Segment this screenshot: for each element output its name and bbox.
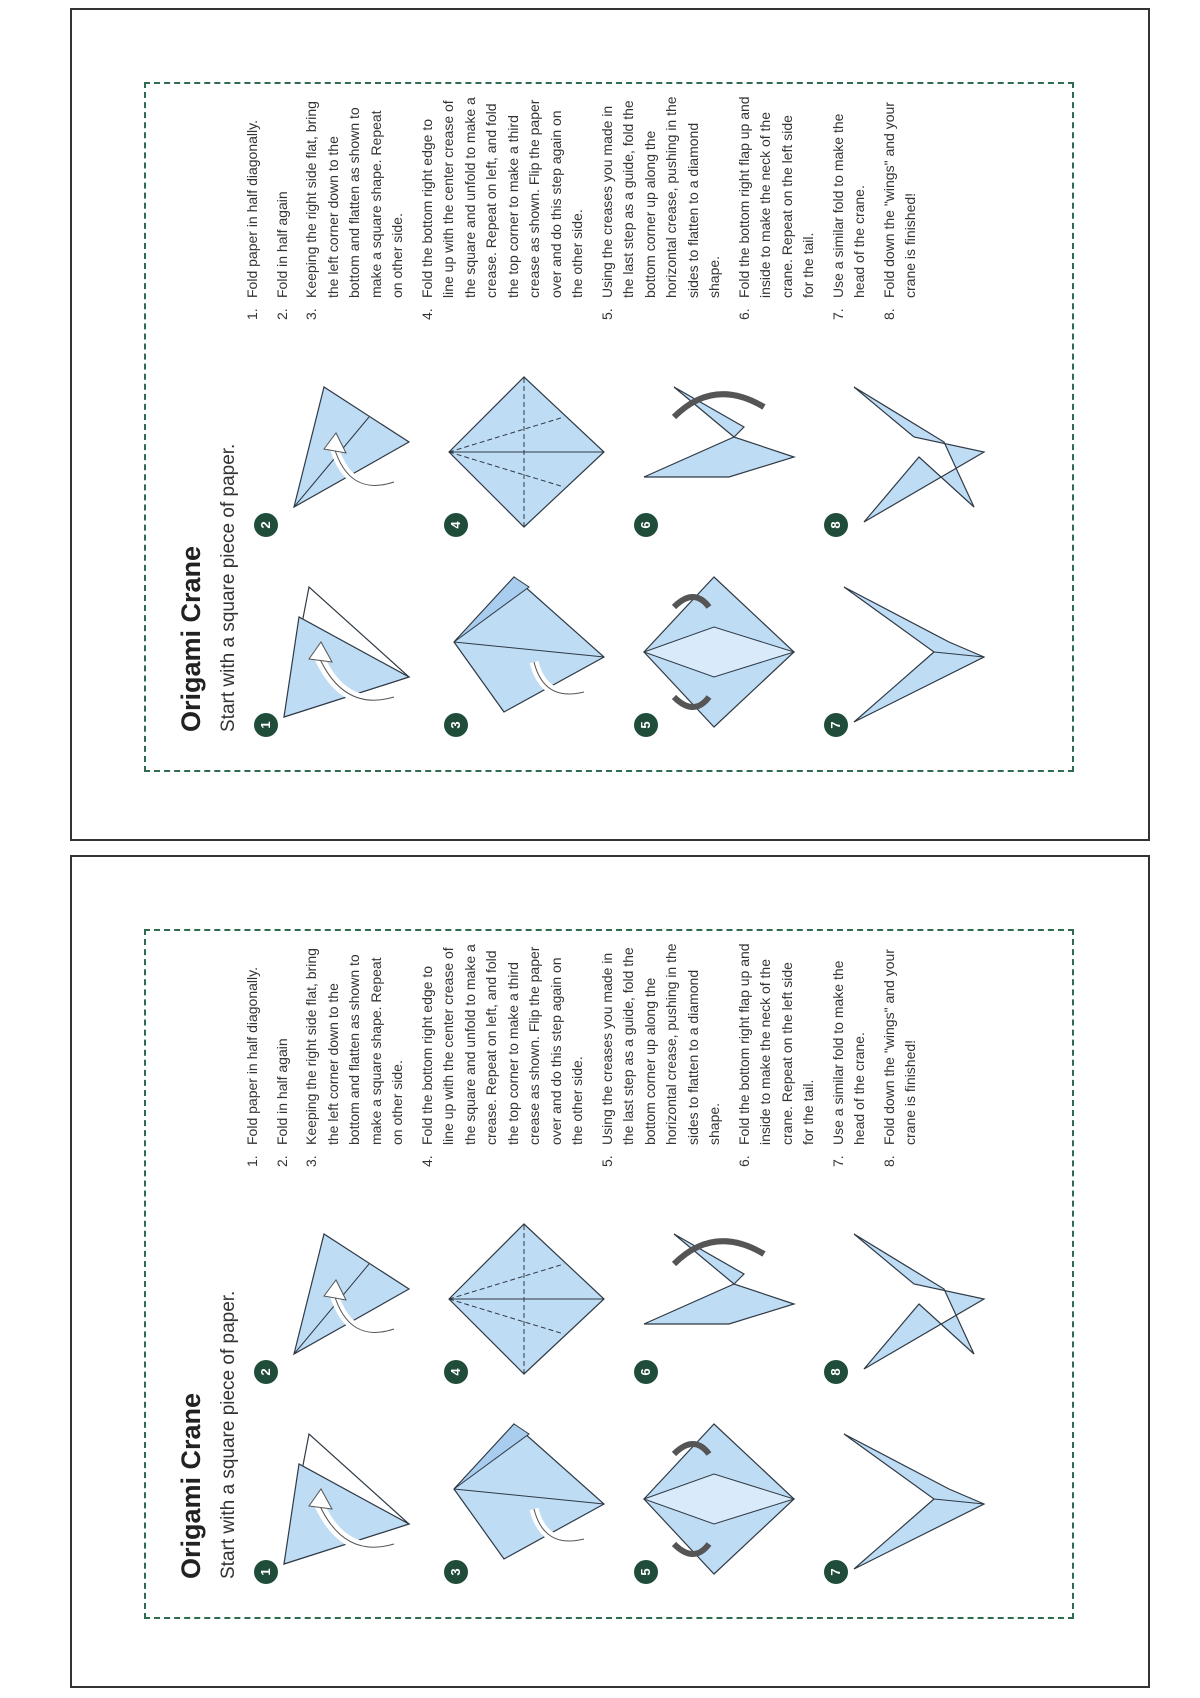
step-badge: 1 [254,1560,278,1584]
step-badge: 5 [634,713,658,737]
sheet-subtitle: Start with a square piece of paper. [218,443,239,732]
instructions-list [242,942,930,1167]
instruction-item: 7. Use a similar fold to make the head of the crane. [829,960,867,1167]
step-2-illustration [254,367,424,537]
step-3-illustration [444,1414,614,1584]
instruction-item: 4. Fold the bottom right edge to line up with the center crease of the square and unfold to make a crease. Repeat on left, and fold the top corner to make a third crease as shown. Flip the paper over and do this step again on the other side. [418,97,585,320]
sheet-content [144,929,1074,1619]
step-6-diagram [634,367,804,537]
step-8-diagram [824,1214,994,1384]
step-badge: 5 [634,1560,658,1584]
step-2-diagram [254,367,424,537]
step-4-illustration [444,1214,614,1384]
step-badge: 4 [444,1360,468,1384]
step-2-illustration [254,1214,424,1384]
step-badge: 3 [444,1560,468,1584]
sheet-subtitle: Start with a square piece of paper. [218,1290,239,1579]
step-8-illustration [824,367,994,537]
step-badge: 3 [444,713,468,737]
step-5-illustration [634,567,804,737]
step-4-diagram [444,367,614,537]
step-7-diagram [824,567,994,737]
step-6-illustration [634,367,804,537]
instruction-item: 1. Fold paper in half diagonally. [244,967,260,1167]
step-4-illustration [444,367,614,537]
step-badge: 1 [254,713,278,737]
step-badge: 2 [254,513,278,537]
instruction-item: 5. Using the creases you made in the last step as a guide, fold the bottom corner up along the horizontal crease, pushing in the sides to flatten to a diamond shape. [598,943,722,1167]
instruction-item: 4. Fold the bottom right edge to line up with the center crease of the square and unfold to make a crease. Repeat on left, and fold the top corner to make a third crease as shown. Flip the paper over and do this step again on the other side. [418,944,585,1167]
instruction-item: 2. Fold in half again [273,191,290,320]
instruction-item: 6. Fold the bottom right flap up and inside to make the neck of the crane. Repeat on the left side for the tail. [735,943,816,1167]
step-7-illustration [824,1414,994,1584]
step-3-diagram [444,567,614,737]
step-badge: 8 [824,513,848,537]
instruction-item: 2. Fold in half again [273,1038,290,1167]
step-6-illustration [634,1214,804,1384]
step-badge: 7 [824,1560,848,1584]
step-1-diagram [254,1414,424,1584]
instructions-list [242,95,930,320]
step-6-diagram [634,1214,804,1384]
step-5-diagram [634,1414,804,1584]
instruction-item: 8. Fold down the "wings" and your crane is finished! [880,102,918,320]
sheet-bottom [70,855,1150,1688]
step-5-diagram [634,567,804,737]
step-1-illustration [254,1414,424,1584]
sheet-title: Origami Crane [176,545,206,732]
sheet-title: Origami Crane [176,1392,206,1579]
step-5-illustration [634,1414,804,1584]
instruction-item: 3. Keeping the right side flat, bring the left corner down to the bottom and flatten as shown to make a square shape. Repeat on other side. [303,948,405,1167]
instruction-item: 3. Keeping the right side flat, bring the left corner down to the bottom and flatten as shown to make a square shape. Repeat on other side. [303,101,405,320]
sheet-top [70,8,1150,841]
instruction-item: 8. Fold down the "wings" and your crane is finished! [880,949,918,1167]
step-badge: 6 [634,1360,658,1384]
step-1-illustration [254,567,424,737]
step-7-diagram [824,1414,994,1584]
step-3-illustration [444,567,614,737]
step-4-diagram [444,1214,614,1384]
step-1-diagram [254,567,424,737]
instruction-item: 6. Fold the bottom right flap up and inside to make the neck of the crane. Repeat on the left side for the tail. [735,96,816,320]
step-badge: 2 [254,1360,278,1384]
step-8-diagram [824,367,994,537]
step-3-diagram [444,1414,614,1584]
step-2-diagram [254,1214,424,1384]
instruction-item: 1. Fold paper in half diagonally. [244,120,260,320]
instruction-item: 5. Using the creases you made in the last step as a guide, fold the bottom corner up along the horizontal crease, pushing in the sides to flatten to a diamond shape. [598,96,722,320]
step-badge: 4 [444,513,468,537]
step-badge: 7 [824,713,848,737]
step-badge: 6 [634,513,658,537]
step-7-illustration [824,567,994,737]
step-8-illustration [824,1214,994,1384]
step-badge: 8 [824,1360,848,1384]
sheet-content [144,82,1074,772]
instruction-item: 7. Use a similar fold to make the head of the crane. [829,113,867,320]
